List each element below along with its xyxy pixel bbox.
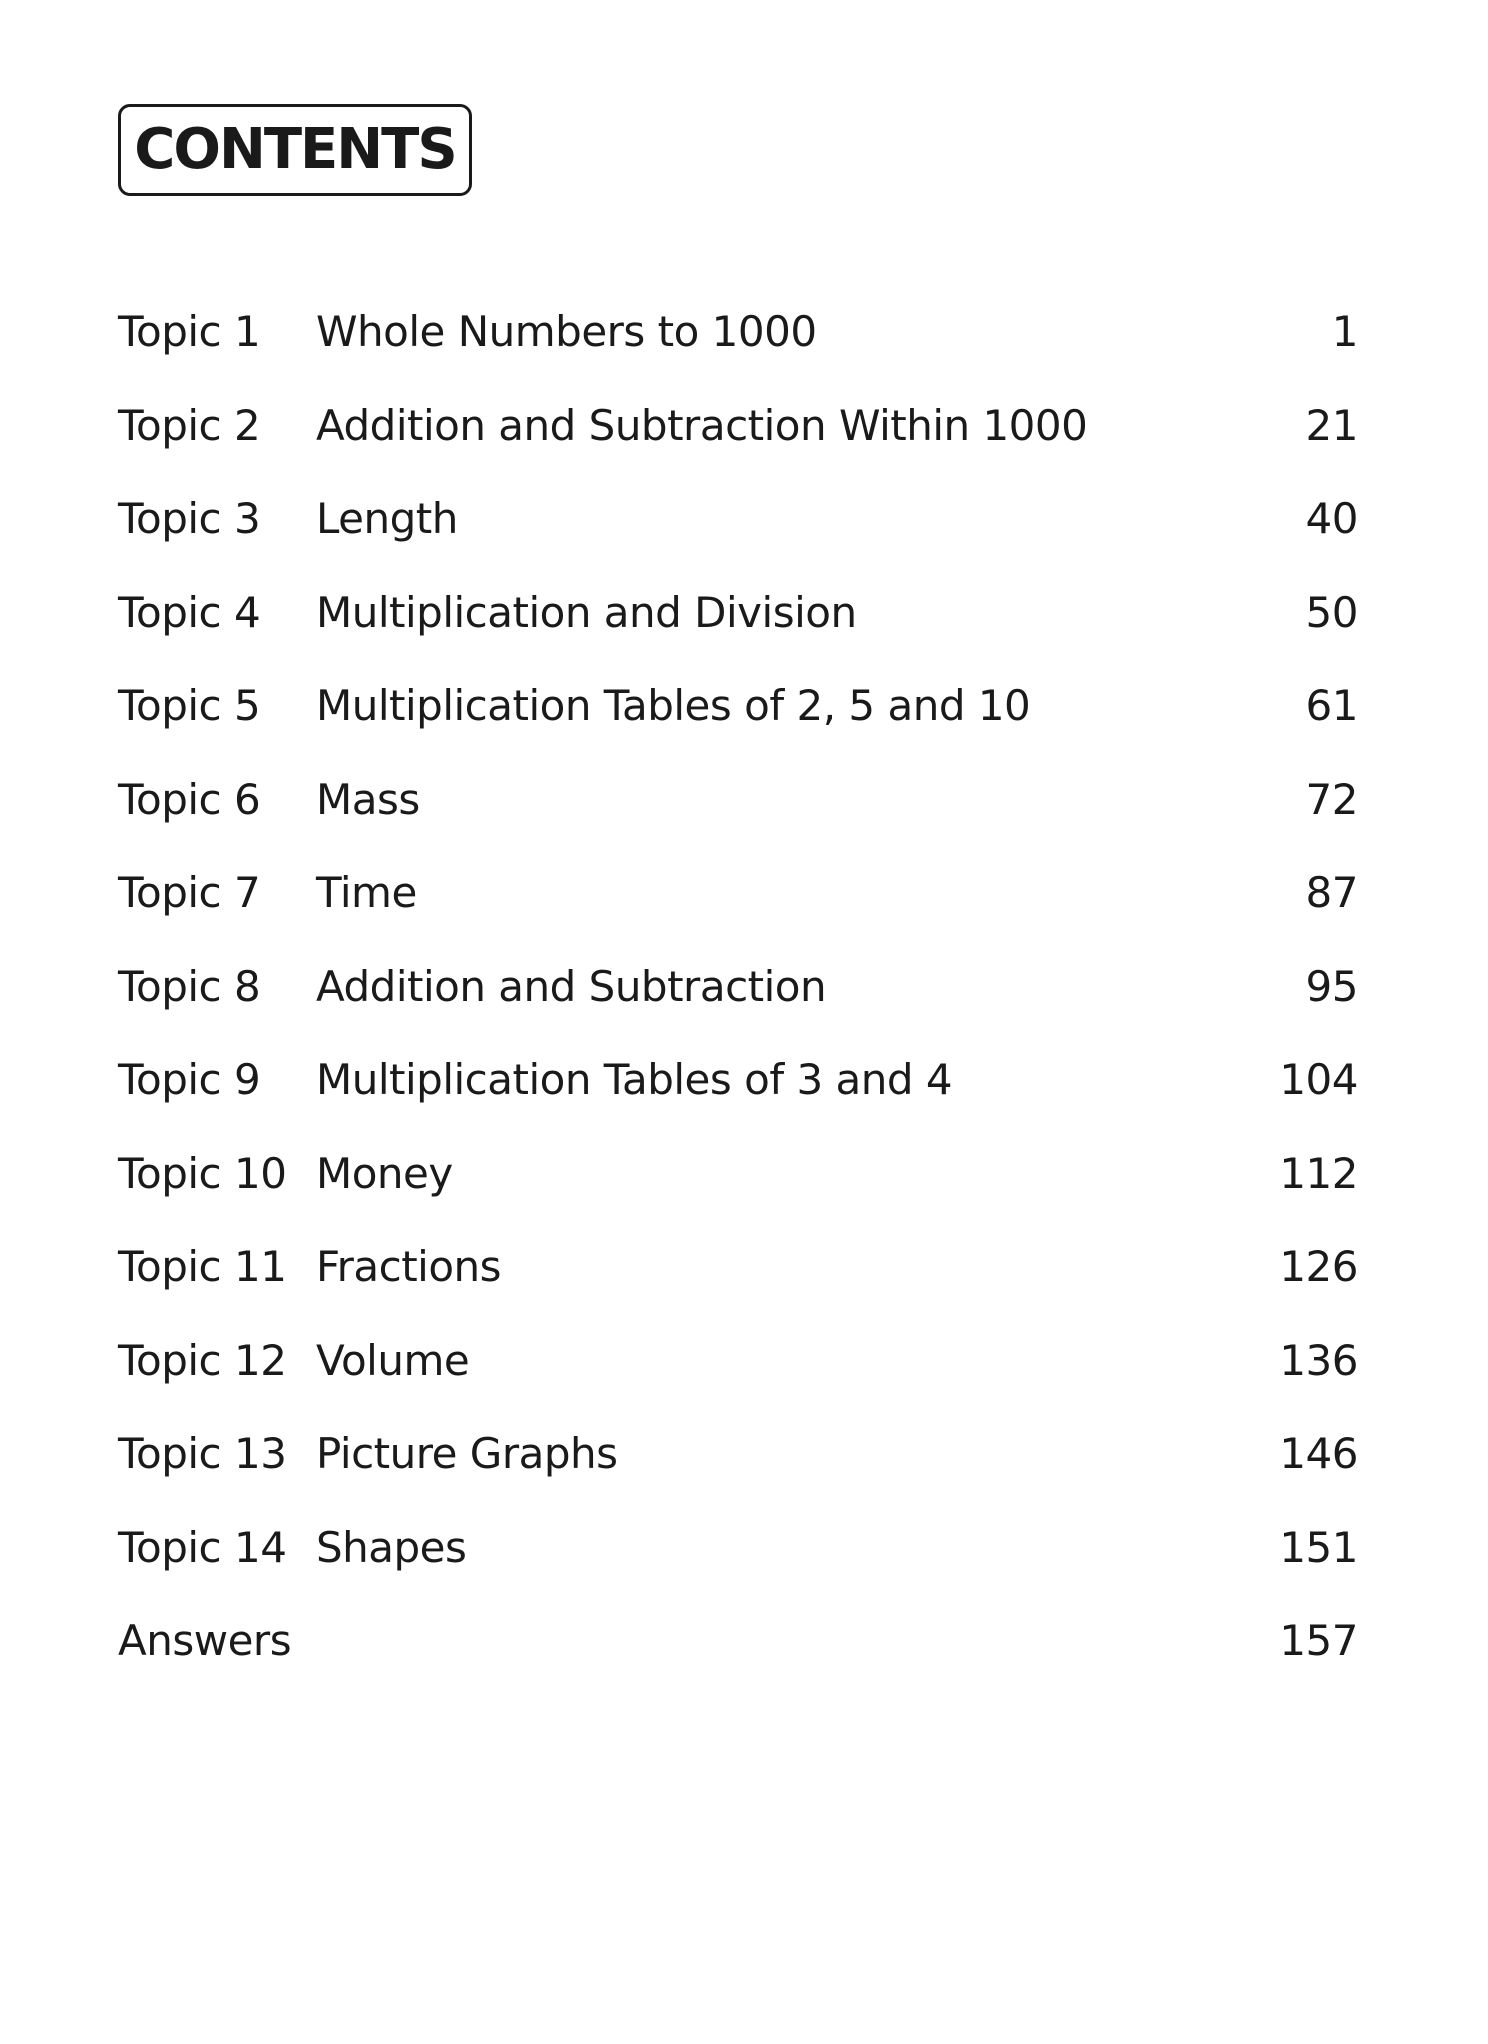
- toc-entry-page: 87: [1305, 868, 1358, 918]
- toc-entry-page: 40: [1305, 494, 1358, 544]
- toc-entry-topic-4[interactable]: [118, 566, 1358, 660]
- toc-entry-title: Money: [316, 1148, 453, 1198]
- toc-entry-label: Topic 13: [118, 1429, 287, 1479]
- toc-entry-title: Time: [316, 868, 417, 918]
- toc-entry-topic-14[interactable]: [118, 1501, 1358, 1595]
- toc-entry-topic-9[interactable]: [118, 1033, 1358, 1127]
- toc-entry-topic-10[interactable]: [118, 1127, 1358, 1221]
- toc-entry-page: 151: [1279, 1522, 1358, 1572]
- toc-entry-topic-13[interactable]: [118, 1407, 1358, 1501]
- toc-entry-page: 157: [1279, 1616, 1358, 1666]
- toc-entry-page: 136: [1279, 1335, 1358, 1385]
- toc-entry-topic-2[interactable]: [118, 379, 1358, 473]
- toc-entry-label: Topic 7: [118, 868, 261, 918]
- toc-entry-label: Topic 12: [118, 1335, 287, 1385]
- contents-heading-box: [118, 104, 472, 196]
- toc-entry-answers[interactable]: [118, 1594, 1358, 1688]
- toc-entry-page: 72: [1305, 774, 1358, 824]
- toc-entry-topic-11[interactable]: [118, 1220, 1358, 1314]
- toc-entry-title: Length: [316, 494, 458, 544]
- page-title: CONTENTS: [134, 117, 456, 182]
- toc-entry-topic-7[interactable]: [118, 846, 1358, 940]
- toc-entry-label: Topic 6: [118, 774, 261, 824]
- toc-entry-topic-8[interactable]: [118, 940, 1358, 1034]
- toc-entry-page: 104: [1279, 1055, 1358, 1105]
- toc-entry-topic-1[interactable]: [118, 285, 1358, 379]
- toc-entry-topic-12[interactable]: [118, 1314, 1358, 1408]
- toc-entry-label: Topic 8: [118, 961, 261, 1011]
- toc-entry-label: Topic 2: [118, 400, 261, 450]
- toc-entry-label: Topic 10: [118, 1148, 287, 1198]
- toc-entry-title: Multiplication Tables of 2, 5 and 10: [316, 681, 1031, 731]
- toc-entry-title: Fractions: [316, 1242, 502, 1292]
- toc-entry-label: Answers: [118, 1616, 292, 1666]
- table-of-contents: [118, 285, 1358, 1688]
- toc-entry-page: 112: [1279, 1148, 1358, 1198]
- toc-entry-page: 146: [1279, 1429, 1358, 1479]
- toc-entry-title: Volume: [316, 1335, 470, 1385]
- toc-entry-title: Addition and Subtraction Within 1000: [316, 400, 1088, 450]
- toc-entry-page: 95: [1305, 961, 1358, 1011]
- toc-entry-title: Multiplication and Division: [316, 587, 857, 637]
- toc-entry-title: Whole Numbers to 1000: [316, 307, 817, 357]
- toc-entry-label: Topic 9: [118, 1055, 261, 1105]
- toc-entry-page: 21: [1305, 400, 1358, 450]
- toc-entry-page: 126: [1279, 1242, 1358, 1292]
- toc-entry-topic-3[interactable]: [118, 472, 1358, 566]
- toc-entry-page: 1: [1331, 307, 1358, 357]
- toc-entry-page: 50: [1305, 587, 1358, 637]
- toc-entry-label: Topic 4: [118, 587, 261, 637]
- toc-entry-label: Topic 3: [118, 494, 261, 544]
- toc-entry-topic-5[interactable]: [118, 659, 1358, 753]
- toc-entry-page: 61: [1305, 681, 1358, 731]
- toc-entry-title: Mass: [316, 774, 420, 824]
- toc-entry-topic-6[interactable]: [118, 753, 1358, 847]
- toc-entry-label: Topic 1: [118, 307, 261, 357]
- toc-entry-label: Topic 5: [118, 681, 261, 731]
- toc-entry-label: Topic 11: [118, 1242, 287, 1292]
- toc-entry-title: Picture Graphs: [316, 1429, 618, 1479]
- toc-entry-title: Addition and Subtraction: [316, 961, 827, 1011]
- toc-entry-title: Shapes: [316, 1522, 467, 1572]
- toc-entry-label: Topic 14: [118, 1522, 287, 1572]
- toc-entry-title: Multiplication Tables of 3 and 4: [316, 1055, 953, 1105]
